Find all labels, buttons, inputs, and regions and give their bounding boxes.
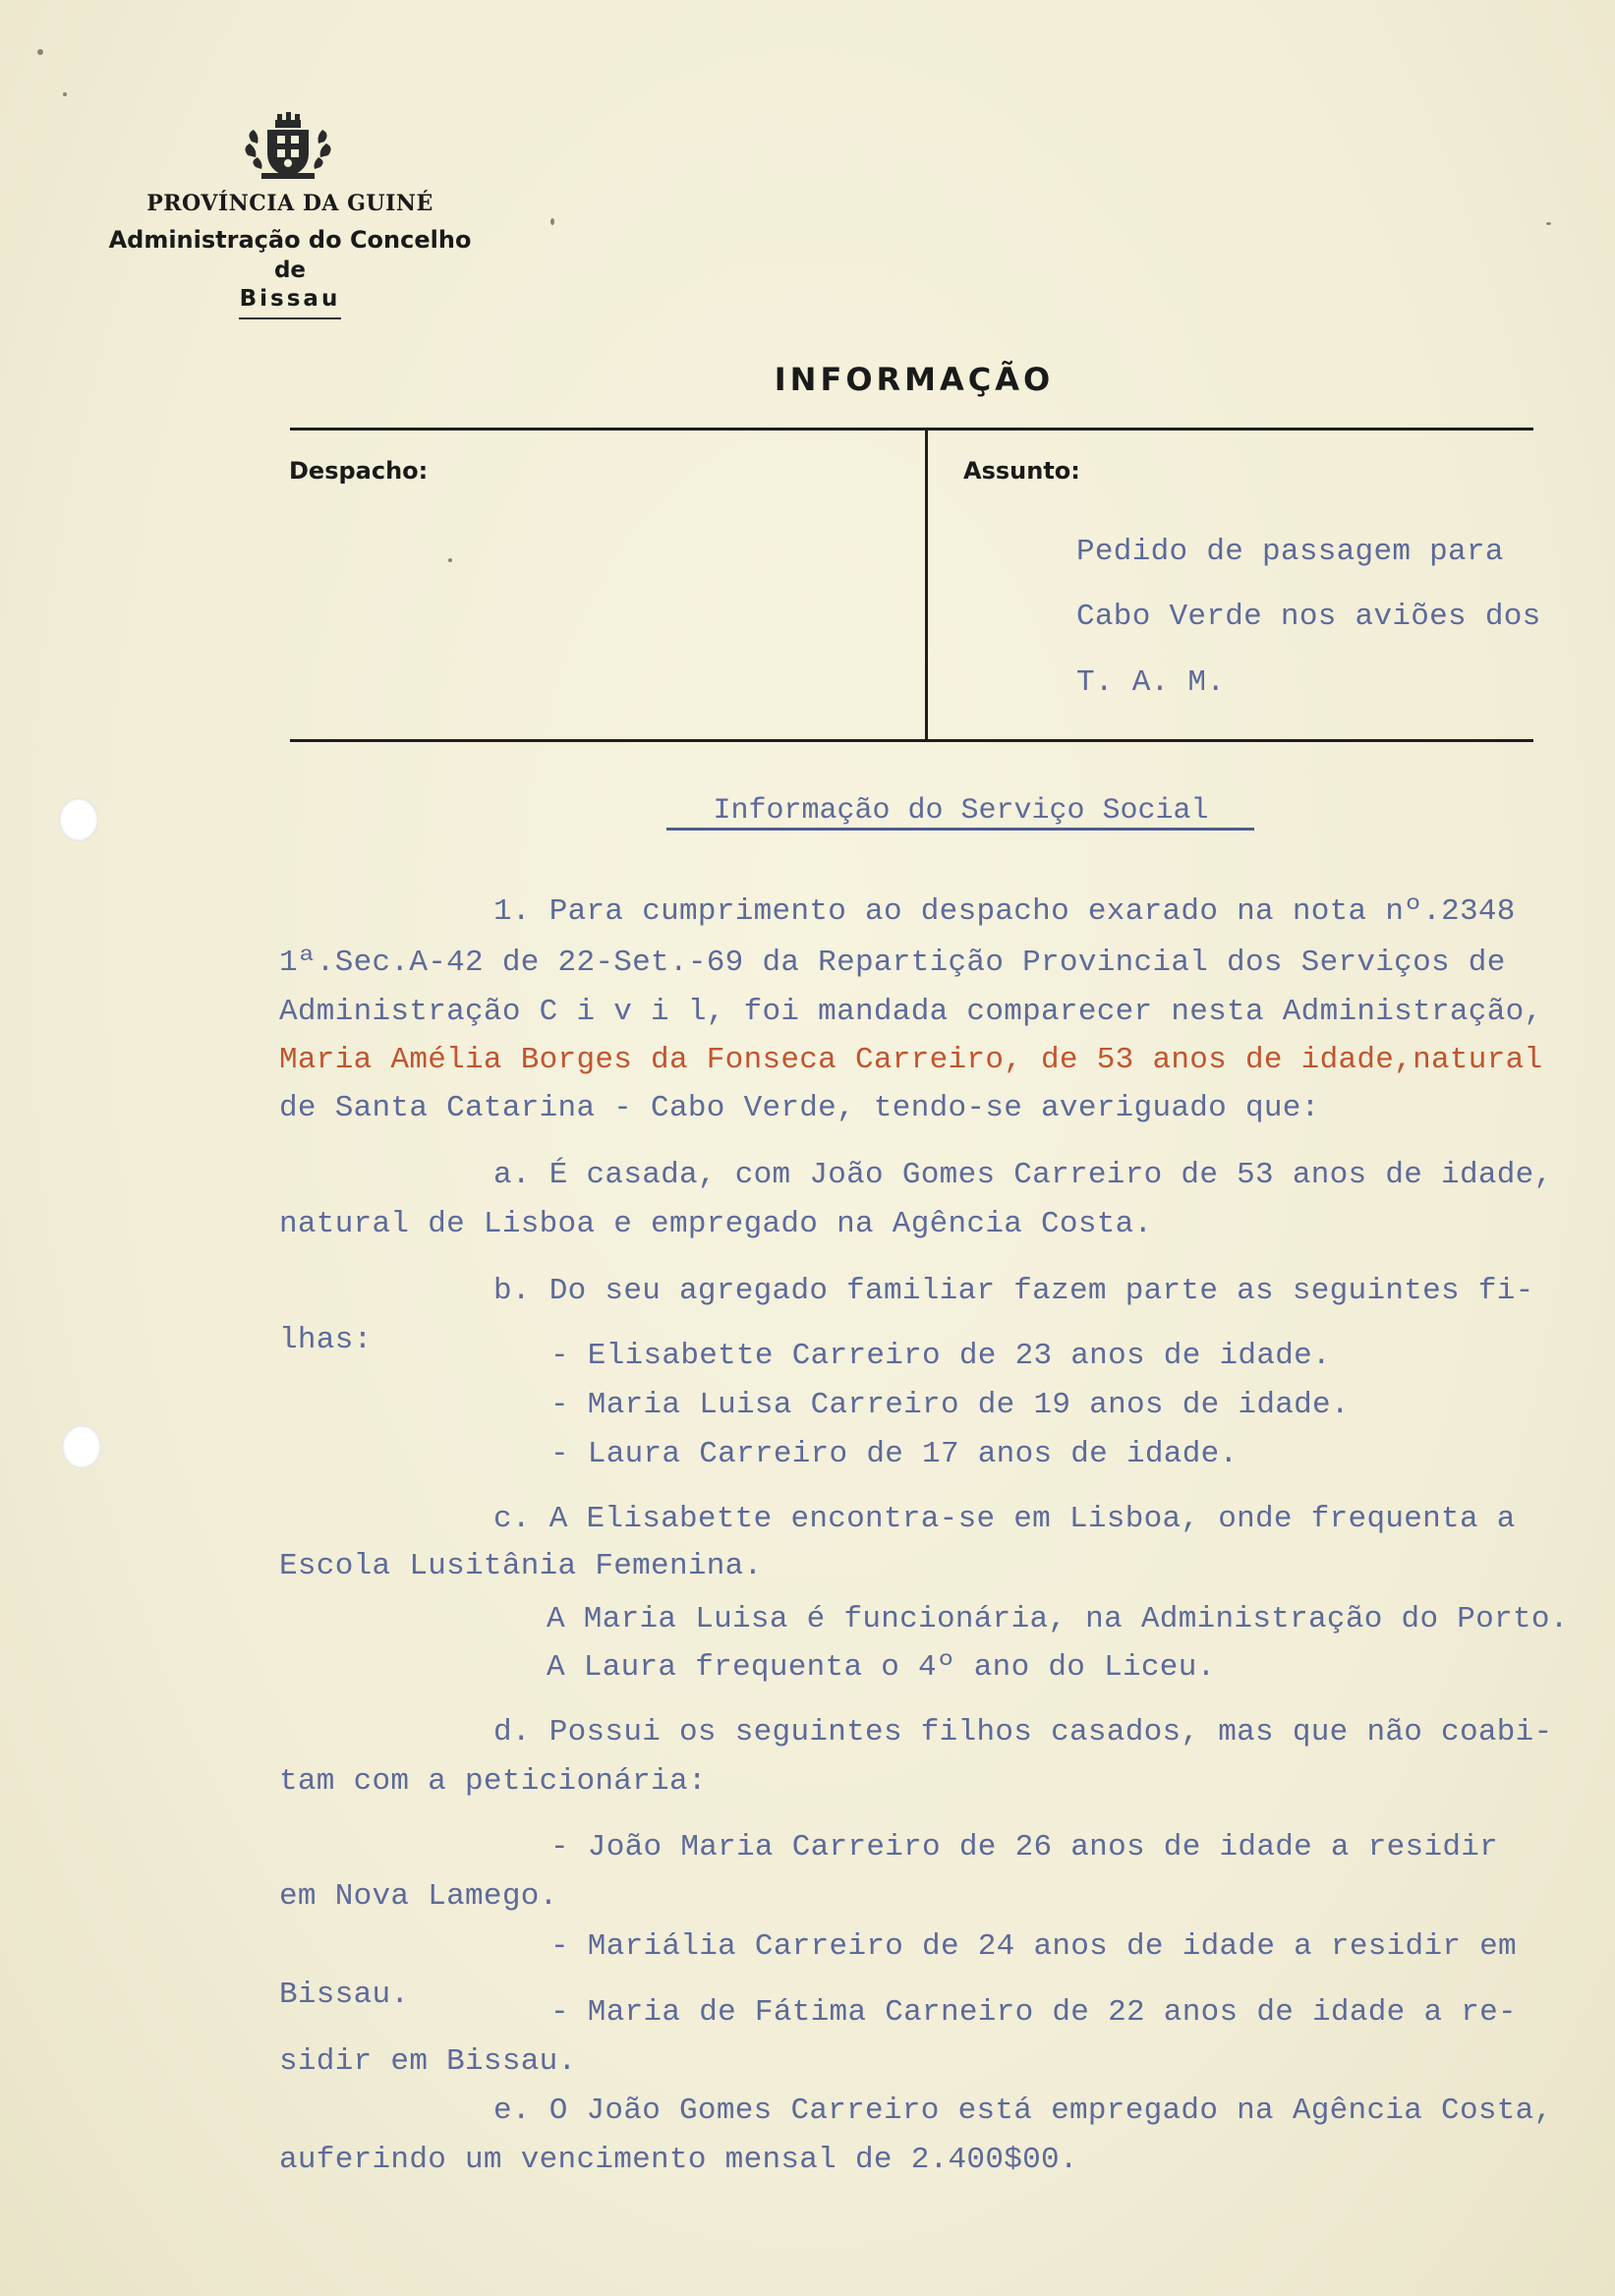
daughter-list-item: - Laura Carreiro de 17 anos de idade. <box>550 1437 1239 1471</box>
paragraph-1-line: 1. Para cumprimento ao despacho exarado na nota nº.2348 <box>493 894 1516 929</box>
document-title: INFORMAÇÃO <box>774 361 1055 398</box>
item-a-line: a. É casada, com João Gomes Carreiro de 53 anos de idade, <box>493 1158 1553 1192</box>
paper-speck <box>1546 222 1551 225</box>
son-list-item: - João Maria Carreiro de 26 anos de idade a residir <box>550 1830 1499 1865</box>
daughter-list-item: - Maria Luisa Carreiro de 19 anos de idade. <box>550 1388 1350 1422</box>
table-bottom-rule <box>290 739 1533 742</box>
paper-speck <box>550 218 554 225</box>
administration-name: Administração do Concelho <box>108 226 472 254</box>
son-list-item: sidir em Bissau. <box>279 2044 577 2079</box>
son-list-item: em Nova Lamego. <box>279 1879 558 1914</box>
province-name: PROVÍNCIA DA GUINÉ <box>146 191 433 216</box>
item-d-line: d. Possui os seguintes filhos casados, mas que não coabi- <box>493 1715 1553 1750</box>
assunto-line: T. A. M. <box>1076 665 1226 700</box>
paragraph-1-line: 1ª.Sec.A-42 de 22-Set.-69 da Repartição Provincial dos Serviços de <box>279 946 1506 980</box>
paragraph-1-line: Maria Amélia Borges da Fonseca Carreiro, de 53 anos de idade,natural <box>279 1043 1543 1077</box>
assunto-label: Assunto: <box>963 457 1080 485</box>
despacho-label: Despacho: <box>289 457 429 485</box>
son-list-item: - Mariália Carreiro de 24 anos de idade a residir em <box>550 1929 1517 1964</box>
item-a-line: natural de Lisboa e empregado na Agência Costa. <box>279 1207 1153 1241</box>
paper-speck <box>448 558 452 562</box>
paper-speck <box>63 92 67 96</box>
section-title-underline <box>666 828 1254 831</box>
item-c-line: A Laura frequenta o 4º ano do Liceu. <box>547 1650 1216 1685</box>
coat-of-arms-emblem <box>242 112 334 183</box>
table-top-rule <box>290 428 1533 430</box>
item-b-intro: b. Do seu agregado familiar fazem parte as seguintes fi- <box>493 1274 1534 1308</box>
table-divider <box>925 430 928 739</box>
letterhead-city: Bissau <box>239 286 341 312</box>
item-d-line: tam com a peticionária: <box>279 1764 707 1799</box>
assunto-line: Pedido de passagem para <box>1076 535 1504 569</box>
paragraph-1-line: de Santa Catarina - Cabo Verde, tendo-se averiguado que: <box>279 1091 1320 1125</box>
item-e-line: auferindo um vencimento mensal de 2.400$00. <box>279 2143 1078 2177</box>
son-list-item: - Maria de Fátima Carneiro de 22 anos de idade a re- <box>550 1995 1517 2030</box>
paragraph-1-line: Administração C i v i l, foi mandada comparecer nesta Administração, <box>279 995 1543 1029</box>
punch-hole-top <box>59 798 98 841</box>
item-c-line: A Maria Luisa é funcionária, na Administração do Porto. <box>547 1602 1569 1636</box>
item-e-line: e. O João Gomes Carreiro está empregado na Agência Costa, <box>493 2094 1553 2128</box>
item-c-line: Escola Lusitânia Femenina. <box>279 1549 763 1583</box>
paper-speck <box>37 49 43 55</box>
letterhead-de: de <box>273 258 307 283</box>
assunto-line: Cabo Verde nos aviões dos <box>1076 600 1541 634</box>
item-b-continuation: lhas: <box>279 1323 373 1357</box>
letterhead-underline <box>239 317 341 319</box>
son-list-item: Bissau. <box>279 1978 410 2012</box>
punch-hole-bottom <box>62 1425 101 1468</box>
daughter-list-item: - Elisabette Carreiro de 23 anos de idade. <box>550 1339 1331 1373</box>
item-c-line: c. A Elisabette encontra-se em Lisboa, onde frequenta a <box>493 1502 1516 1536</box>
section-title: Informação do Serviço Social <box>713 794 1209 828</box>
